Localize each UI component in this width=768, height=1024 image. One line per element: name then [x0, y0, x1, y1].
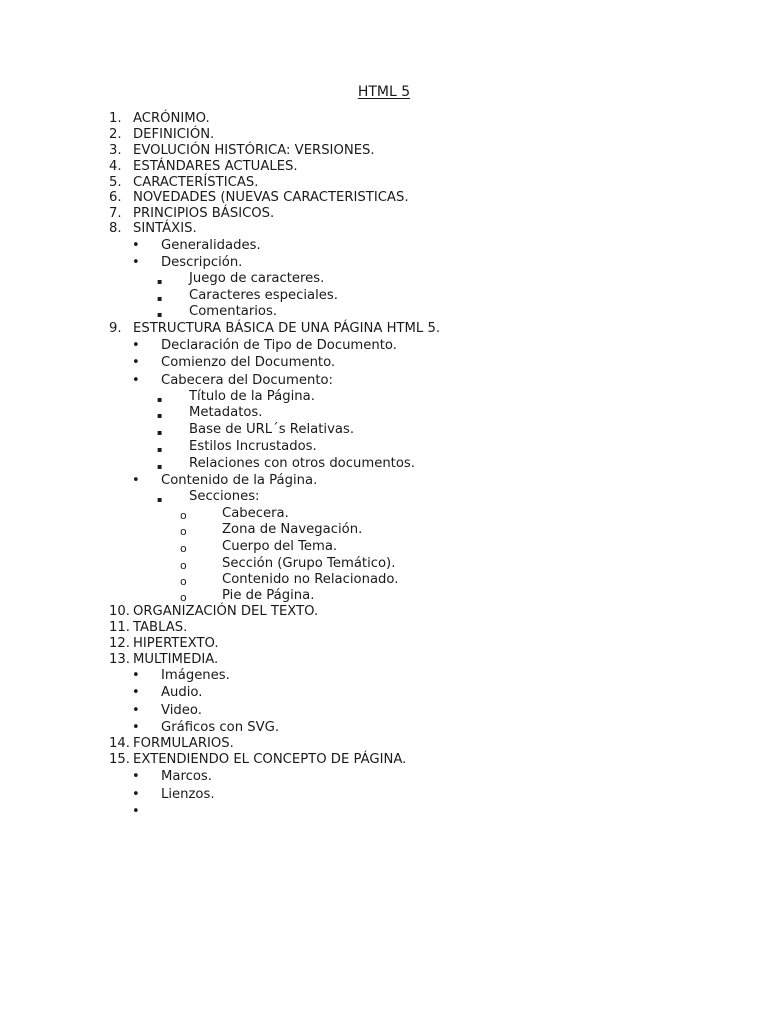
numbered-item	[0, 752, 768, 768]
list-marker: ▪	[157, 310, 163, 319]
list-item-text: Relaciones con otros documentos.	[189, 456, 415, 471]
list-item-text: Gráficos con SVG.	[161, 720, 280, 735]
list-marker: 15.	[109, 752, 130, 767]
list-item-text: Secciones:	[189, 489, 260, 504]
numbered-item	[0, 604, 768, 620]
square-bullet-item	[0, 439, 768, 455]
list-item-text: ESTÁNDARES ACTUALES.	[133, 159, 298, 174]
list-item-text: HIPERTEXTO.	[133, 636, 219, 651]
list-marker: •	[132, 473, 140, 488]
circle-bullet-item	[0, 539, 768, 555]
bullet-item	[0, 685, 768, 701]
list-marker: ▪	[157, 428, 163, 437]
list-marker: •	[132, 255, 140, 270]
list-marker: •	[132, 720, 140, 735]
list-marker: •	[132, 338, 140, 353]
list-item-text: Metadatos.	[189, 405, 263, 420]
list-item-text: Cuerpo del Tema.	[222, 539, 338, 554]
list-marker: •	[132, 373, 140, 388]
numbered-item	[0, 221, 768, 237]
list-marker: 2.	[109, 127, 122, 142]
list-marker: ▪	[157, 294, 163, 303]
list-marker: 6.	[109, 190, 122, 205]
list-marker: 7.	[109, 206, 122, 221]
list-marker: ▪	[157, 411, 163, 420]
list-item-text: Comienzo del Documento.	[161, 355, 336, 370]
square-bullet-item	[0, 489, 768, 505]
list-marker: •	[132, 769, 140, 784]
bullet-item	[0, 720, 768, 736]
numbered-item	[0, 175, 768, 191]
list-item-text: Contenido no Relacionado.	[222, 572, 399, 587]
list-item-text: Marcos.	[161, 769, 212, 784]
list-item-text: CARACTERÍSTICAS.	[133, 175, 259, 190]
list-item-text: Estilos Incrustados.	[189, 439, 317, 454]
list-item-text: Generalidades.	[161, 238, 261, 253]
bullet-item	[0, 703, 768, 719]
list-item-text: Audio.	[161, 685, 203, 700]
list-item-text: ORGANIZACIÓN DEL TEXTO.	[133, 604, 319, 619]
numbered-item	[0, 127, 768, 143]
bullet-item	[0, 355, 768, 371]
list-item-text: Video.	[161, 703, 202, 718]
list-item-text: PRINCIPIOS BÁSICOS.	[133, 206, 275, 221]
list-marker: ▪	[157, 395, 163, 404]
list-item-text: Contenido de la Página.	[161, 473, 318, 488]
document-title: HTML 5	[357, 84, 411, 100]
list-item-text: Base de URL´s Relativas.	[189, 422, 355, 437]
list-item-text: Caracteres especiales.	[189, 288, 338, 303]
square-bullet-item	[0, 304, 768, 320]
square-bullet-item	[0, 456, 768, 472]
numbered-item	[0, 159, 768, 175]
list-marker: 14.	[109, 736, 130, 751]
numbered-item	[0, 736, 768, 752]
list-item-text: EXTENDIENDO EL CONCEPTO DE PÁGINA.	[133, 752, 407, 767]
list-item-text: Lienzos.	[161, 787, 215, 802]
numbered-item	[0, 190, 768, 206]
circle-bullet-item	[0, 588, 768, 604]
list-item-text: Pie de Página.	[222, 588, 315, 603]
square-bullet-item	[0, 288, 768, 304]
numbered-item	[0, 636, 768, 652]
list-item-text: EVOLUCIÓN HISTÓRICA: VERSIONES.	[133, 143, 375, 158]
list-item-text: ACRÓNIMO.	[133, 111, 210, 126]
list-marker: •	[132, 787, 140, 802]
numbered-item	[0, 620, 768, 636]
list-item-text: Sección (Grupo Temático).	[222, 556, 396, 571]
square-bullet-item	[0, 405, 768, 421]
list-marker: •	[132, 685, 140, 700]
list-marker: ▪	[157, 495, 163, 504]
numbered-item	[0, 206, 768, 222]
list-marker: o	[180, 559, 187, 572]
list-item-text: Imágenes.	[161, 668, 230, 683]
list-marker: ▪	[157, 445, 163, 454]
list-item-text: Zona de Navegación.	[222, 522, 363, 537]
bullet-item	[0, 473, 768, 489]
list-marker: 13.	[109, 652, 130, 667]
bullet-item	[0, 255, 768, 271]
bullet-item	[0, 668, 768, 684]
list-marker: ▪	[157, 462, 163, 471]
list-item-text: NOVEDADES (NUEVAS CARACTERISTICAS.	[133, 190, 409, 205]
list-marker: 10.	[109, 604, 130, 619]
list-item-text: Comentarios.	[189, 304, 278, 319]
square-bullet-item	[0, 389, 768, 405]
list-item-text: MULTIMEDIA.	[133, 652, 219, 667]
circle-bullet-item	[0, 506, 768, 522]
numbered-item	[0, 111, 768, 127]
list-marker: •	[132, 668, 140, 683]
list-marker: o	[180, 575, 187, 588]
bullet-item	[0, 769, 768, 785]
list-marker: o	[180, 509, 187, 522]
list-marker: 3.	[109, 143, 122, 158]
list-marker: o	[180, 591, 187, 604]
list-marker: •	[132, 703, 140, 718]
list-item-text: Cabecera.	[222, 506, 289, 521]
circle-bullet-item	[0, 572, 768, 588]
numbered-item	[0, 143, 768, 159]
circle-bullet-item	[0, 522, 768, 538]
list-marker: o	[180, 542, 187, 555]
list-marker: 12.	[109, 636, 130, 651]
list-item-text: Descripción.	[161, 255, 243, 270]
list-marker: 11.	[109, 620, 130, 635]
bullet-item	[0, 787, 768, 803]
square-bullet-item	[0, 422, 768, 438]
square-bullet-item	[0, 271, 768, 287]
list-marker: 8.	[109, 221, 122, 236]
list-item-text: DEFINICIÓN.	[133, 127, 215, 142]
list-item-text: ESTRUCTURA BÁSICA DE UNA PÁGINA HTML 5.	[133, 321, 441, 336]
numbered-item	[0, 652, 768, 668]
list-marker: •	[132, 804, 140, 819]
list-item-text: SINTÁXIS.	[133, 221, 197, 236]
list-item-text: TABLAS.	[133, 620, 188, 635]
bullet-item	[0, 238, 768, 254]
list-item-text: Declaración de Tipo de Documento.	[161, 338, 397, 353]
bullet-item	[0, 804, 768, 820]
list-marker: ▪	[157, 277, 163, 286]
list-item-text: Cabecera del Documento:	[161, 373, 334, 388]
list-marker: •	[132, 238, 140, 253]
numbered-item	[0, 321, 768, 337]
bullet-item	[0, 338, 768, 354]
bullet-item	[0, 373, 768, 389]
list-marker: 4.	[109, 159, 122, 174]
list-item-text: Juego de caracteres.	[189, 271, 325, 286]
list-item-text: Título de la Página.	[189, 389, 315, 404]
list-marker: 5.	[109, 175, 122, 190]
circle-bullet-item	[0, 556, 768, 572]
list-marker: 1.	[109, 111, 122, 126]
list-marker: o	[180, 525, 187, 538]
list-marker: 9.	[109, 321, 122, 336]
list-item-text: FORMULARIOS.	[133, 736, 234, 751]
list-marker: •	[132, 355, 140, 370]
